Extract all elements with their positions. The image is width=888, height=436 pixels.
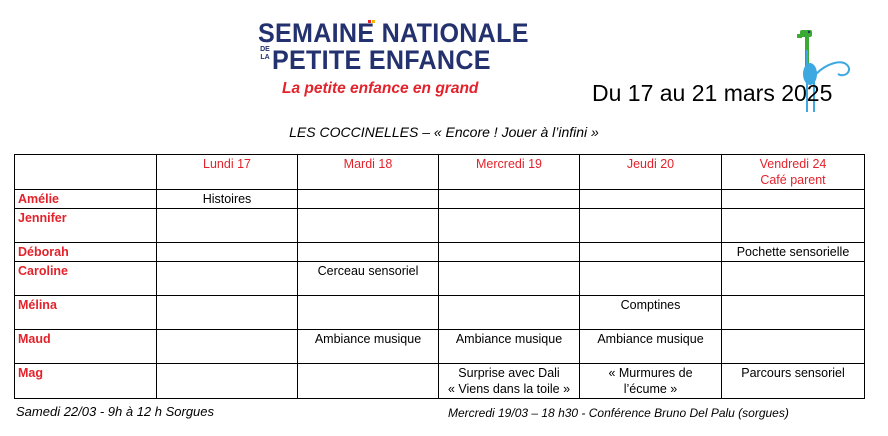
logo-prefix-de: DE: [260, 46, 270, 53]
logo-tagline: La petite enfance en grand: [282, 80, 479, 97]
activity-cell: [298, 243, 439, 262]
day-note: Café parent: [760, 173, 826, 187]
day-label: Mercredi 19: [476, 157, 542, 171]
activity-cell: Ambiance musique: [580, 330, 722, 364]
staff-name: Déborah: [15, 243, 157, 262]
activity-cell: [298, 364, 439, 399]
footer-conference-note: Mercredi 19/03 – 18 h30 - Conférence Bruno Del Palu (sorgues): [448, 406, 789, 420]
activity-cell: [298, 296, 439, 330]
activity-cell: [157, 364, 298, 399]
table-row: [15, 262, 865, 296]
activity-cell: Pochette sensorielle: [722, 243, 865, 262]
day-header: [580, 155, 722, 190]
activity-cell: [439, 296, 580, 330]
activity-cell: Surprise avec Dali « Viens dans la toile »: [439, 364, 580, 399]
activity-cell: [439, 190, 580, 209]
activity-cell: Histoires: [157, 190, 298, 209]
logo-line1: SEMAINE NATIONALE: [258, 18, 529, 48]
day-label: Mardi 18: [343, 157, 393, 171]
event-logo: [258, 10, 598, 106]
activity-cell: [439, 209, 580, 243]
logo-prefix: [260, 46, 270, 62]
activity-cell: [722, 262, 865, 296]
logo-prefix-la: LA: [260, 54, 270, 61]
event-dates: Du 17 au 21 mars 2025: [592, 80, 833, 106]
table-row: [15, 364, 865, 399]
table-row: [15, 330, 865, 364]
activity-cell: Comptines: [580, 296, 722, 330]
day-header: [157, 155, 298, 190]
day-header: [722, 155, 865, 190]
day-label: Lundi 17: [203, 157, 251, 171]
activity-cell: [298, 209, 439, 243]
schedule-subtitle: LES COCCINELLES – « Encore ! Jouer à l’infini »: [289, 124, 599, 140]
activity-cell: [439, 262, 580, 296]
staff-name: Amélie: [15, 190, 157, 209]
header-corner-cell: [15, 155, 157, 190]
activity-cell: Cerceau sensoriel: [298, 262, 439, 296]
day-header: [439, 155, 580, 190]
activity-cell: [298, 190, 439, 209]
logo-line2: PETITE ENFANCE: [272, 45, 491, 75]
activity-cell: [722, 330, 865, 364]
staff-name: Jennifer: [15, 209, 157, 243]
table-header-row: [15, 155, 865, 190]
activity-cell: Parcours sensoriel: [722, 364, 865, 399]
activity-cell: [157, 243, 298, 262]
footer-saturday-note: Samedi 22/03 - 9h à 12 h Sorgues: [16, 404, 215, 419]
table-row: [15, 243, 865, 262]
table-row: [15, 296, 865, 330]
activity-cell: [157, 330, 298, 364]
activity-cell: [580, 190, 722, 209]
activity-cell: [157, 209, 298, 243]
schedule-table: [14, 154, 865, 399]
activity-cell: [580, 243, 722, 262]
activity-cell: « Murmures de l’écume »: [580, 364, 722, 399]
activity-cell: [580, 262, 722, 296]
staff-name: Caroline: [15, 262, 157, 296]
activity-cell: [157, 262, 298, 296]
staff-name: Maud: [15, 330, 157, 364]
table-row: [15, 190, 865, 209]
activity-cell: Ambiance musique: [298, 330, 439, 364]
day-label: Jeudi 20: [626, 157, 675, 171]
activity-cell: [580, 209, 722, 243]
activity-cell: [157, 296, 298, 330]
staff-name: Mélina: [15, 296, 157, 330]
staff-name: Mag: [15, 364, 157, 399]
activity-cell: [722, 209, 865, 243]
day-header: [298, 155, 439, 190]
activity-cell: Ambiance musique: [439, 330, 580, 364]
activity-cell: [722, 296, 865, 330]
day-label: Vendredi 24: [759, 157, 827, 171]
table-row: [15, 209, 865, 243]
activity-cell: [722, 190, 865, 209]
activity-cell: [439, 243, 580, 262]
